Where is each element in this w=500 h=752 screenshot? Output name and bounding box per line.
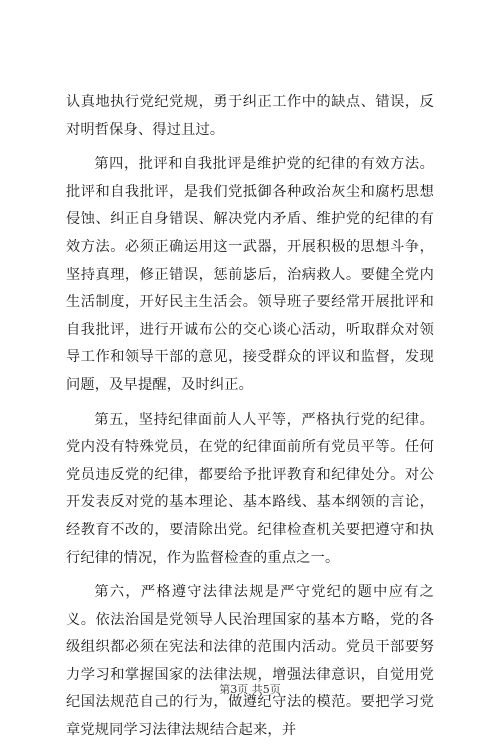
paragraph-fifth: 第五，坚持纪律面前人人平等，严格执行党的纪律。党内没有特殊党员，在党的纪律面前所有党员平等。任何党员违反党的纪律，都要给予批评教育和纪律处分。对公开发表反对党的基本理论、基本路线、基本纲领的言论，经教育不改的，要清除出党。纪律检查机关要把遵守和执行纪律的情况，作为监督检查的重点之一。 [66, 411, 434, 566]
document-body [66, 89, 434, 752]
paragraph-fourth: 第四，批评和自我批评是维护党的纪律的有效方法。批评和自我批评，是我们党抵御各种政治灰尘和腐朽思想侵蚀、纠正自身错误、解决党内矛盾、维护党的纪律的有效方法。必须正确运用这一武器，开展积极的思想斗争，坚持真理，修正错误，惩前毖后，治病救人。要健全党内生活制度，开好民主生活会。领导班子要经常开展批评和自我批评，进行开诚布公的交心谈心活动，听取群众对领导工作和领导干部的意见，接受群众的评议和监督，发现问题，及早提醒，及时纠正。 [66, 156, 434, 393]
paragraph-sixth: 第六，严格遵守法律法规是严守党纪的题中应有之义。依法治国是党领导人民治理国家的基本方略，党的各级组织都必须在宪法和法律的范围内活动。党员干部要努力学习和掌握国家的法律法规，增强法律意识，自觉用党纪国法规范自己的行为，做遵纪守法的模范。要把学习党章党规同学习法律法规结合起来，并 [66, 584, 434, 739]
paragraph-continuation: 认真地执行党纪党规，勇于纠正工作中的缺点、错误，反对明哲保身、得过且过。 [66, 94, 434, 138]
page-footer: 第3页 共5页 [219, 683, 281, 696]
